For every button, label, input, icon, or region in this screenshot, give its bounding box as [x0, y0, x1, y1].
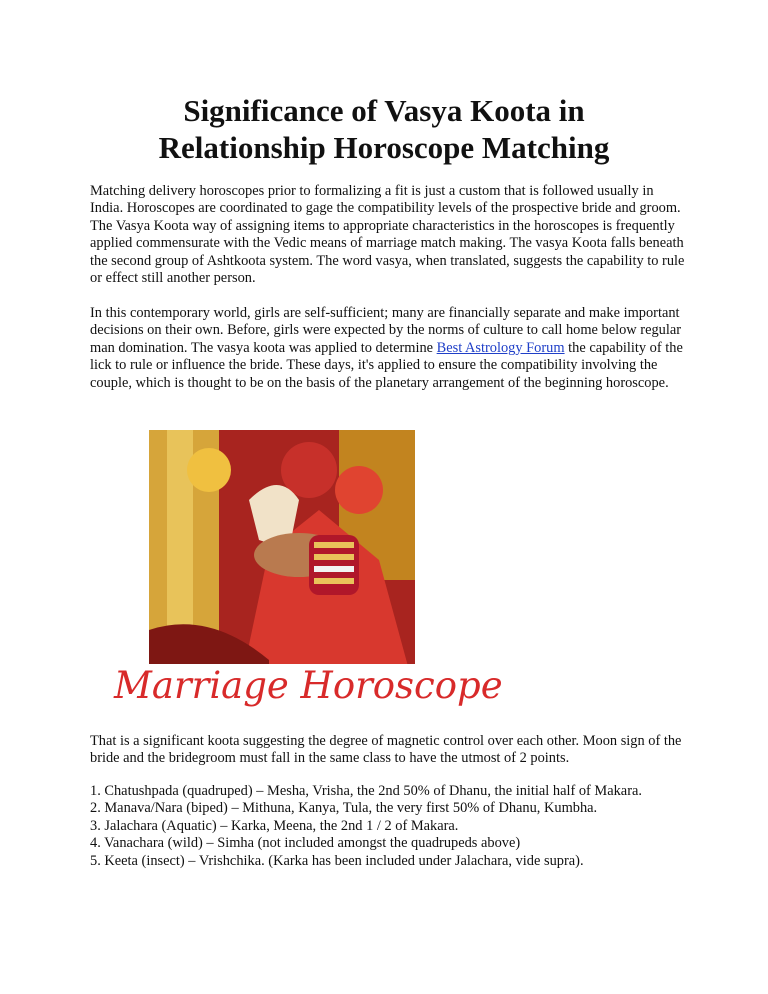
koota-list	[90, 783, 690, 870]
list-item: 4. Vanachara (wild) – Simha (not included amongst the quadrupeds above)	[90, 835, 521, 852]
title-line-1: Significance of Vasya Koota in	[183, 93, 585, 128]
title-line-2: Relationship Horoscope Matching	[158, 130, 610, 165]
best-astrology-forum-link[interactable]: Best Astrology Forum	[436, 339, 565, 356]
list-item: 1. Chatushpada (quadruped) – Mesha, Vrisha, the 2nd 50% of Dhanu, the initial half of Makara.	[90, 783, 642, 799]
paragraph-contemporary	[90, 305, 685, 392]
paragraph-text-before-link: In this contemporary world, girls are self-sufficient; many are financially separate and make important decisions on their own. Before, girls were expected by the norms of culture to call home below regular man domination. The vasya koota was applied to determine	[90, 305, 682, 356]
paragraph-koota: That is a significant koota suggesting the degree of magnetic control over each other. Moon sign of the bride and the bridegroom must fall in the same class to have the utmost of 2 points.	[90, 733, 682, 767]
paragraph-intro: Matching delivery horoscopes prior to formalizing a fit is just a custom that is followed usually in India. Horoscopes are coordinated to gage the compatibility levels of the prospective bride and groom. The Vasya Koota way of assigning items to appropriate characteristics in the horoscopes is frequently applied commensurate with the Vedic means of marriage match making. The vasya Koota falls beneath the second group of Ashtkoota system. The word vasya, when translated, suggests the capability to rule or effect still another person.	[90, 183, 685, 287]
list-item: 5. Keeta (insect) – Vrishchika. (Karka has been included under Jalachara, vide supra).	[90, 852, 584, 869]
marriage-horoscope-caption: Marriage Horoscope	[108, 664, 509, 708]
paragraph-text-after-link: the capability of the lick to rule or influence the bride. These days, it's applied to ensure the compatibility involving the couple, which is thought to be on the basis of the planetary arrangement of the beginning horoscope.	[90, 339, 683, 391]
marriage-photo	[149, 430, 415, 692]
page-title	[0, 92, 768, 166]
list-item: 3. Jalachara (Aquatic) – Karka, Meena, the 2nd 1 / 2 of Makara.	[90, 817, 459, 834]
list-item: 2. Manava/Nara (biped) – Mithuna, Kanya, Tula, the very first 50% of Dhanu, Kumbha.	[90, 800, 598, 817]
